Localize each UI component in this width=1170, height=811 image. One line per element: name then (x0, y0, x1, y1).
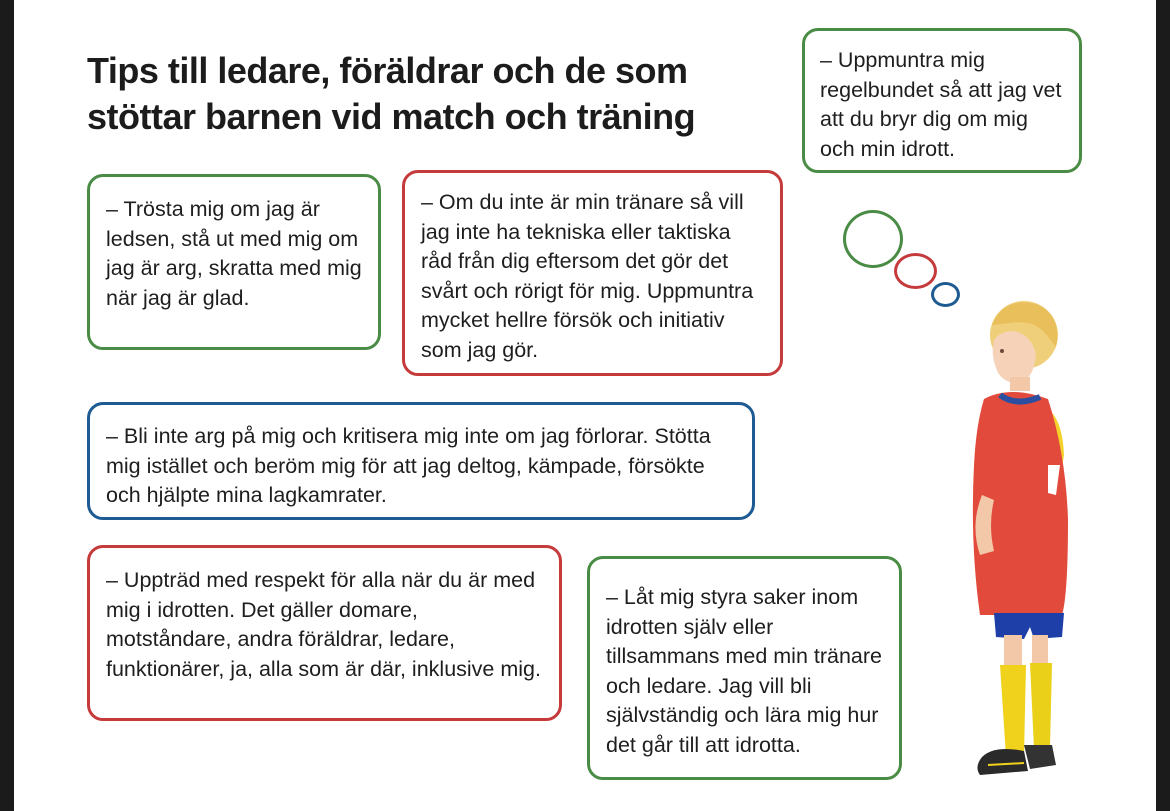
tip-box-no-coaching: – Om du inte är min tränare så vill jag inte ha tekniska eller taktiska råd från dig eftersom det gör det svårt och rörigt för mig. Uppmuntra mycket hellre försök och initiativ som jag gör. (402, 170, 783, 376)
child-football-player-illustration (944, 295, 1084, 790)
tip-box-comfort: – Trösta mig om jag är ledsen, stå ut med mig om jag är arg, skratta med mig när jag är glad. (87, 174, 381, 350)
tip-box-autonomy: – Låt mig styra saker inom idrotten själv eller tillsammans med min tränare och ledare. Jag vill bli självständig och lära mig hur det går till att idrotta. (587, 556, 902, 780)
page-title: Tips till ledare, föräldrar och de som stöttar barnen vid match och träning (87, 50, 696, 137)
info-sheet (14, 0, 1156, 811)
thought-bubble-large (843, 210, 903, 268)
tip-box-no-anger: – Bli inte arg på mig och kritisera mig inte om jag förlorar. Stötta mig istället och beröm mig för att jag deltog, kämpade, försökte och hjälpte mina lagkamrater. (87, 402, 755, 520)
tip-box-respect: – Uppträd med respekt för alla när du är med mig i idrotten. Det gäller domare, motståndare, andra föräldrar, ledare, funktionärer, ja, alla som är där, inklusive mig. (87, 545, 562, 721)
thought-bubble-medium (894, 253, 937, 289)
tip-box-encourage: – Uppmuntra mig regelbundet så att jag vet att du bryr dig om mig och min idrott. (802, 28, 1082, 173)
